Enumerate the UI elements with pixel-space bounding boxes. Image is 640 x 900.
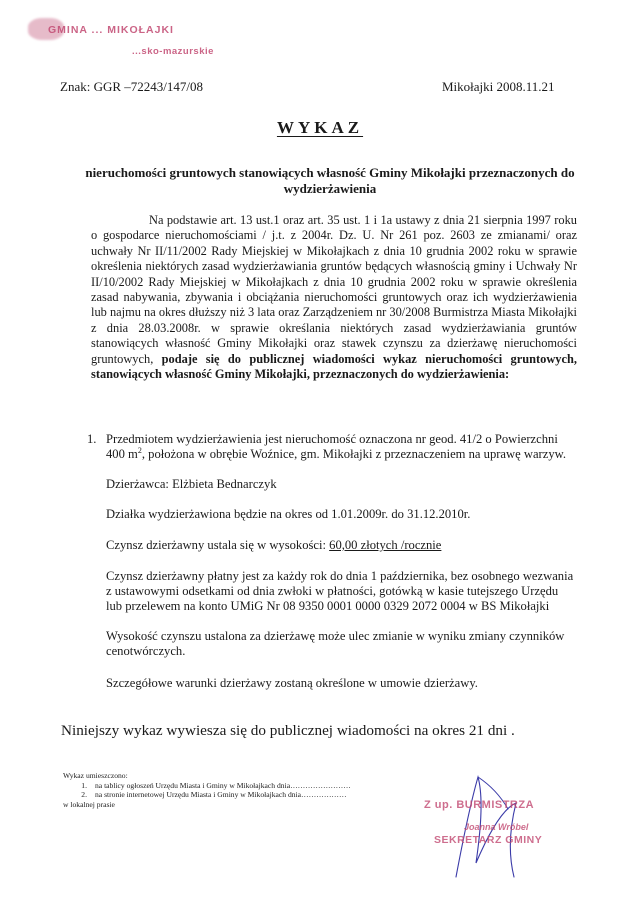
notes-item-number: 1.	[81, 780, 87, 790]
notes-item	[63, 790, 351, 800]
notes-heading: Wykaz umieszczono:	[63, 771, 128, 780]
list-item-text	[106, 432, 576, 462]
rent-change-note: Wysokość czynszu ustalona za dzierżawę może ulec zmianie w wyniku zmiany czynników cenotwórczych.	[106, 629, 565, 658]
notes-footer: w lokalnej prasie	[63, 799, 115, 809]
intro-text: Na podstawie art. 13 ust.1 oraz art. 35 ust. 1 i 1a ustawy z dnia 21 sierpnia 1997 roku o gospodarce nieruchomościami / j.t. z 2004r. Dz. U. Nr 261 poz. 2603 ze zmianami/ oraz uchwały Nr II/11/2002 Rady Miejskiej w Mikołajkach z dnia 10 grudnia 2002 roku w sprawie określenia niektórych zasad wydzierżawiania gruntów będących własnością gminy i Uchwały Nr II/10/2002 Rady Miejskiej w Mikołajkach z dnia 10 grudnia 2002 roku w sprawie określenia zasad nabywania, zbywania i obciążania nieruchomości gruntowych oraz ich wydzierżawienia lub najmu na okres dłuższy niż 3 lata oraz Zarządzeniem nr 30/2008 Burmistrza Miasta Mikołajki z dnia 28.03.2008r. w sprawie określania niektórych zasad wydzierżawiania gruntów stanowiących własność Gminy Mikołajki oraz stawek czynszu za dzierżawę nieruchomości gruntowych,	[91, 213, 577, 366]
document-title	[0, 118, 640, 138]
payment-terms: Czynsz dzierżawny płatny jest za każdy rok do dnia 1 października, bez osobnego wezwania z ustawowymi odsetkami od dnia zwłoki w płatności, gotówką w kasie tutejszego Urzędu lub przelewem na konto UMiG Nr 08 9350 0001 0000 0329 2072 0004 w BS Mikołajki	[106, 569, 574, 613]
signature-stamp	[418, 765, 608, 885]
rent-value: 60,00 złotych /rocznie	[329, 538, 442, 552]
intro-bold-text: podaje się do publicznej wiadomości wykaz nieruchomości gruntowych, stanowiących własność Gminy Mikołajki, przeznaczonych do wydzierżawienia:	[91, 351, 577, 382]
list-item-number: 1.	[87, 432, 97, 446]
area-superscript: 2	[137, 445, 142, 455]
notes-item-number: 2.	[81, 790, 87, 799]
reference-number: Znak: GGR –72243/147/08	[60, 79, 203, 94]
stamp-text-line2: ...sko-mazurskie	[132, 46, 214, 57]
tenant-line: Dzierżawca: Elżbieta Bednarczyk	[106, 477, 277, 491]
conditions-line: Szczegółowe warunki dzierżawy zostaną określone w umowie dzierżawy.	[106, 676, 478, 690]
rent-label: Czynsz dzierżawny ustala się w wysokości:	[106, 538, 330, 552]
stamp-text-line1: GMINA ... MIKOŁAJKI	[48, 24, 174, 36]
item-text-part-b: , położona w obrębie Woźnice, gm. Mikołajki z przeznaczeniem na uprawę warzyw.	[141, 447, 567, 461]
lease-period-line: Działka wydzierżawiona będzie na okres od 1.01.2009r. do 31.12.2010r.	[106, 507, 471, 521]
office-stamp	[28, 10, 258, 60]
posting-notes	[63, 771, 351, 809]
notes-item-text: na tablicy ogłoszeń Urzędu Miasta i Gminy w Mikołajkach dnia……………………	[95, 780, 351, 790]
document-title-text: WYKAZ	[276, 118, 364, 137]
document-subtitle: nieruchomości gruntowych stanowiących własność Gminy Mikołajki przeznaczonych do wydzierżawienia	[85, 165, 575, 196]
notes-item	[63, 781, 351, 791]
closing-statement: Niniejszy wykaz wywiesza się do publicznej wiadomości na okres 21 dni .	[61, 722, 515, 739]
intro-paragraph	[91, 213, 577, 382]
signature-stamp-line3: SEKRETARZ GMINY	[434, 834, 543, 846]
place-and-date: Mikołajki 2008.11.21	[442, 79, 555, 94]
item-text-part-a: Przedmiotem wydzierżawienia jest nieruchomość oznaczona nr geod. 41/2 o Powierzchni 400 m	[106, 432, 558, 461]
rent-line	[106, 538, 576, 553]
notes-item-text: na stronie internetowej Urzędu Miasta i Gminy w Mikołajkach dnia………………	[95, 790, 347, 799]
signature-stamp-line1: Z up. BURMISTRZA	[424, 799, 535, 811]
signature-stamp-line2: Joanna Wróbel	[464, 822, 529, 832]
